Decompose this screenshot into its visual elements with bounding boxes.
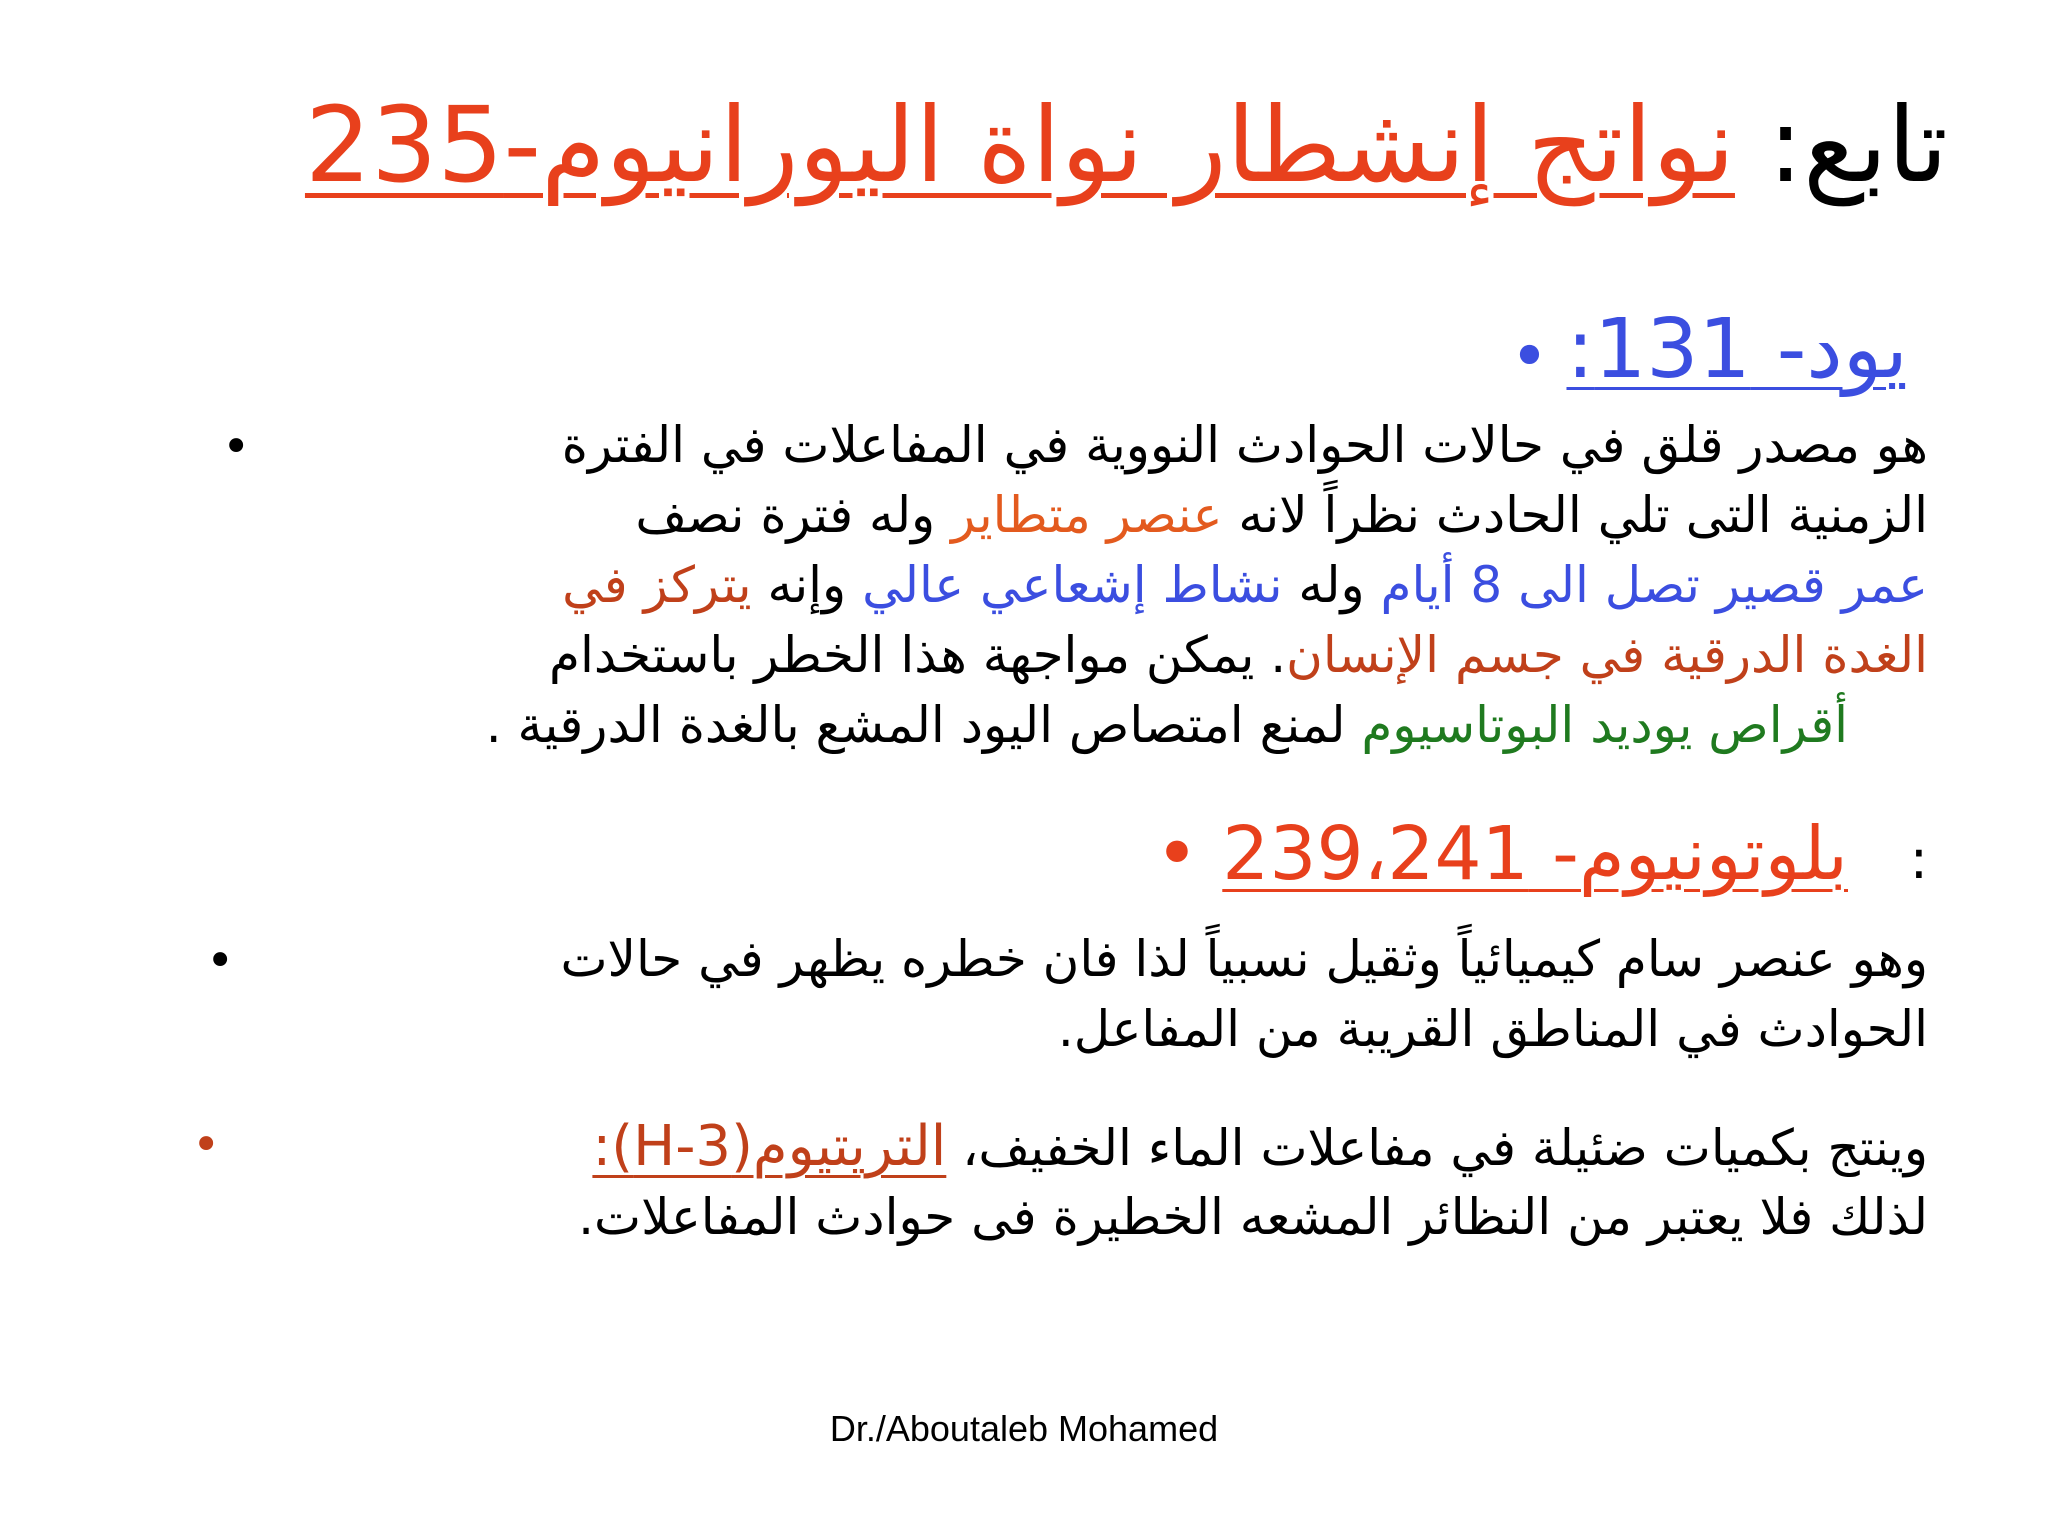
iodine-line-1: هو مصدر قلق في حالات الحوادث النووية في المفاعلات في الفترة [561, 416, 1928, 474]
iodine-line-3-d: وإنه [751, 556, 863, 614]
bullet-iodine-paragraph: • [222, 419, 251, 475]
bullet-iodine-heading: • [1510, 318, 1549, 395]
tritium-line-2: لذلك فلا يعتبر من النظائر المشعه الخطيرة فى حوادث المفاعلات. [578, 1188, 1928, 1246]
plutonium-heading-row [1155, 806, 1848, 902]
volatile-element: عنصر متطاير [951, 486, 1223, 544]
title-prefix: تابع: [1734, 84, 1948, 206]
title-main: نواتج إنشطار نواة اليورانيوم-235 [304, 84, 1735, 206]
iodine-line-2 [635, 482, 1928, 548]
iodine-line-3-b: وله [1282, 556, 1381, 614]
iodine-line-4-b: . يمكن مواجهة هذا الخطر باستخدام [549, 626, 1287, 684]
plutonium-heading: بلوتونيوم- 239،241 [1222, 811, 1848, 897]
half-life-text: عمر قصير تصل الى 8 أيام [1380, 556, 1928, 614]
plutonium-bullet-inline: • [1155, 811, 1199, 897]
plutonium-colon: : [1909, 828, 1928, 891]
slide-title [148, 70, 1948, 220]
tritium-label: التريتيوم(H-3): [592, 1114, 947, 1179]
bullet-plutonium-paragraph: • [206, 933, 235, 989]
footer-author: Dr./Aboutaleb Mohamed [829, 1408, 1219, 1449]
tritium-line-1-text: وينتج بكميات ضئيلة في مفاعلات الماء الخفيف، [962, 1119, 1928, 1177]
tritium-line-1 [592, 1114, 1928, 1181]
iodine-line-4 [549, 622, 1928, 688]
iodine-line-2-c: وله فترة نصف [635, 486, 952, 544]
radioactivity-text: نشاط إشعاعي عالي [862, 556, 1283, 614]
concentrates-text: يتركز في [562, 556, 752, 614]
iodine-line-3 [562, 552, 1928, 618]
iodine-line-2-a: الزمنية التى تلي الحادث نظراً لانه [1222, 486, 1928, 544]
iodine-line-5-b: لمنع امتصاص اليود المشع بالغدة الدرقية . [485, 696, 1362, 754]
bullet-tritium: • [192, 1117, 221, 1173]
plutonium-line-2: الحوادث في المناطق القريبة من المفاعل. [1057, 1000, 1928, 1058]
iodine-line-5 [486, 692, 1848, 758]
thyroid-text: الغدة الدرقية في جسم الإنسان [1286, 626, 1928, 684]
plutonium-line-1: وهو عنصر سام كيميائياً وثقيل نسبياً لذا فان خطره يظهر في حالات [560, 930, 1928, 988]
iodine-heading: يود- 131: [1566, 302, 1908, 397]
potassium-iodide-text: أقراص يوديد البوتاسيوم [1361, 696, 1848, 754]
